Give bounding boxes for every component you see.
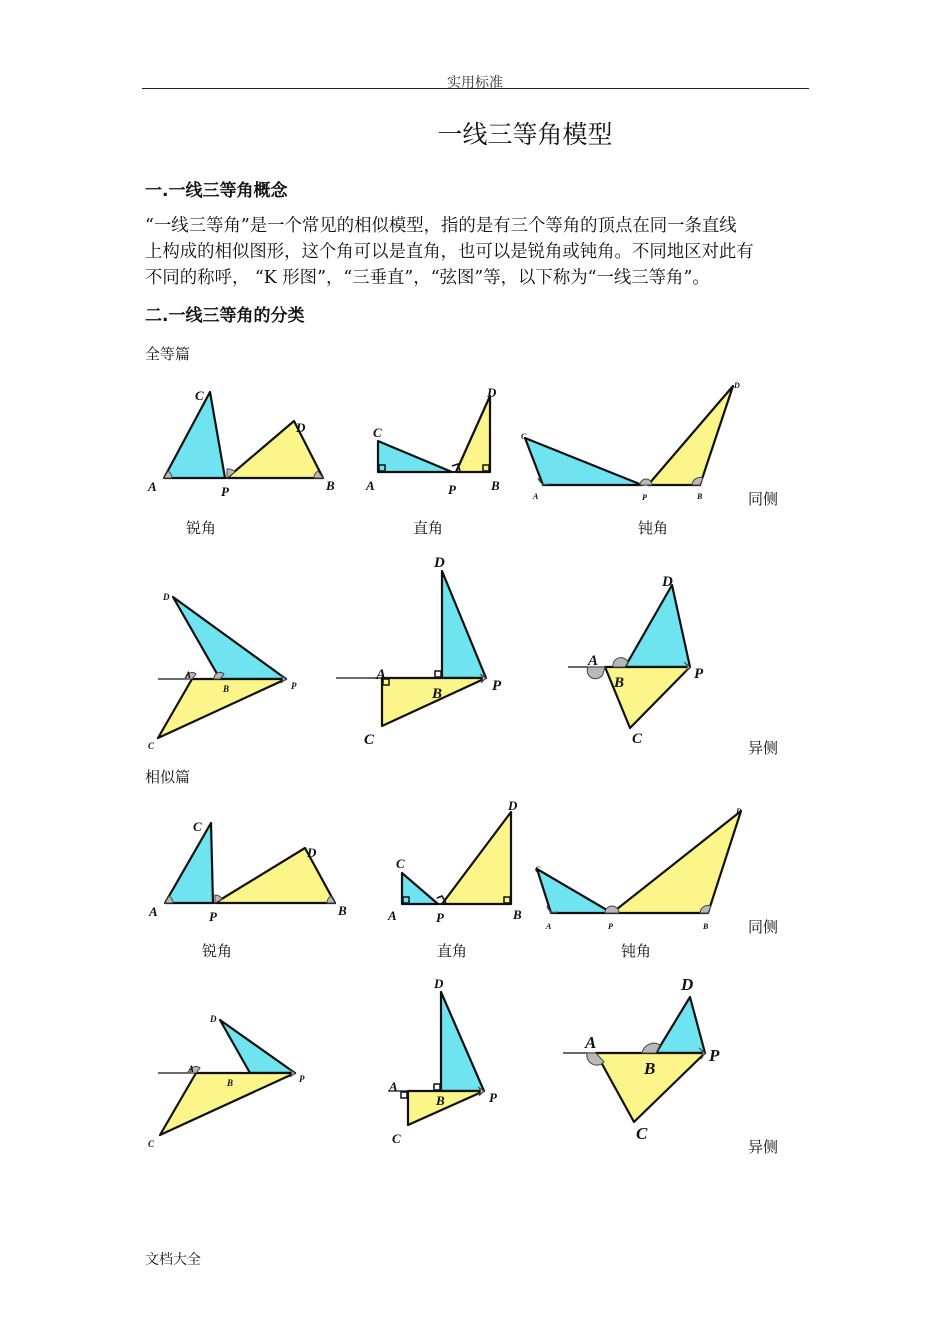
point-label-d: D xyxy=(681,975,694,994)
section-heading-concept: 一.一线三等角概念 xyxy=(145,181,288,201)
point-label-c: C xyxy=(148,1139,155,1149)
point-label-c: C xyxy=(148,741,155,751)
caption-obtuse: 钝角 xyxy=(621,942,652,960)
point-label-b: B xyxy=(227,1078,234,1088)
figure-similar-right xyxy=(387,798,522,925)
point-label-a: A xyxy=(388,908,397,923)
point-label-b: B xyxy=(223,684,230,694)
point-label-a: A xyxy=(149,904,158,919)
caption-right: 直角 xyxy=(437,942,468,960)
figure-congruent-obtuse xyxy=(521,381,740,502)
point-label-c: C xyxy=(636,1124,648,1143)
point-label-p: P xyxy=(489,1090,497,1105)
point-label-c: C xyxy=(535,865,541,874)
caption-obtuse: 钝角 xyxy=(638,519,669,537)
point-label-b: B xyxy=(436,1093,445,1108)
point-label-a: A xyxy=(588,653,599,669)
page-title: 一线三等角模型 xyxy=(437,120,613,149)
point-label-c: C xyxy=(392,1131,401,1146)
point-label-a: A xyxy=(148,479,157,494)
caption-acute: 锐角 xyxy=(186,519,217,537)
figure-congruent-other-side-2 xyxy=(336,555,502,748)
same-side-label: 同侧 xyxy=(748,490,779,508)
caption-right: 直角 xyxy=(413,519,444,537)
other-side-label: 异侧 xyxy=(748,739,779,757)
point-label-b: B xyxy=(326,478,335,493)
figure-similar-acute xyxy=(148,819,347,924)
figure-similar-other-side-1 xyxy=(148,1014,305,1149)
point-label-c: C xyxy=(373,425,382,440)
point-label-p: P xyxy=(436,910,444,925)
figure-congruent-other-side-1 xyxy=(148,592,297,751)
point-label-d: D xyxy=(296,420,306,435)
point-label-c: C xyxy=(632,731,643,747)
point-label-b: B xyxy=(703,922,709,931)
point-label-d: D xyxy=(163,592,170,602)
point-label-a: A xyxy=(376,667,387,683)
point-label-p: P xyxy=(448,482,456,497)
other-side-label: 异侧 xyxy=(748,1138,779,1156)
point-label-a: A xyxy=(533,492,539,501)
section-heading-classification: 二.一线三等角的分类 xyxy=(145,306,305,326)
point-label-b: B xyxy=(697,492,703,501)
page-footer: 文档大全 xyxy=(145,1252,201,1268)
point-label-c: C xyxy=(193,819,202,834)
figure-similar-other-side-3 xyxy=(563,975,720,1143)
page-header: 实用标准 xyxy=(447,75,503,91)
point-label-p: P xyxy=(299,1074,305,1084)
point-label-p: P xyxy=(608,922,613,931)
similar-label: 相似篇 xyxy=(145,768,191,786)
point-label-b: B xyxy=(513,907,522,922)
point-label-b: B xyxy=(491,478,500,493)
point-label-d: D xyxy=(487,385,497,400)
point-label-p: P xyxy=(221,484,229,499)
point-label-p: P xyxy=(209,909,217,924)
figure-congruent-acute xyxy=(147,388,335,499)
figure-similar-other-side-2 xyxy=(388,976,498,1146)
point-label-b: B xyxy=(432,686,443,702)
point-label-a: A xyxy=(585,1033,597,1052)
point-label-b: B xyxy=(338,903,347,918)
point-label-d: D xyxy=(508,798,518,813)
point-label-d: D xyxy=(434,976,444,991)
point-label-b: B xyxy=(644,1059,656,1078)
point-label-p: P xyxy=(709,1046,720,1065)
point-label-b: B xyxy=(614,675,625,691)
caption-acute: 锐角 xyxy=(202,942,233,960)
congruent-label: 全等篇 xyxy=(145,345,191,363)
point-label-c: C xyxy=(396,856,405,871)
point-label-d: D xyxy=(307,845,317,860)
point-label-p: P xyxy=(642,493,647,502)
point-label-a: A xyxy=(366,478,375,493)
point-label-a: A xyxy=(546,922,552,931)
point-label-a: A xyxy=(185,670,192,680)
point-label-c: C xyxy=(364,732,375,748)
paragraph-line: “一线三等角”是一个常见的相似模型，指的是有三个等角的顶点在同一条直线 xyxy=(145,216,737,236)
point-label-d: D xyxy=(210,1014,217,1024)
point-label-c: C xyxy=(521,432,527,441)
point-label-a: A xyxy=(389,1079,398,1094)
point-label-d: D xyxy=(734,381,740,390)
figure-similar-obtuse xyxy=(535,807,742,931)
paragraph-line: 不同的称呼， “K 形图”，“三垂直”，“弦图”等，以下称为“一线三等角”。 xyxy=(145,268,710,288)
same-side-label: 同侧 xyxy=(748,918,779,936)
paragraph-line: 上构成的相似图形，这个角可以是直角，也可以是锐角或钝角。不同地区对此有 xyxy=(145,242,754,262)
figure-congruent-right xyxy=(365,385,500,497)
point-label-a: A xyxy=(188,1064,195,1074)
point-label-p: P xyxy=(291,681,297,691)
point-label-c: C xyxy=(195,388,204,403)
point-label-d: D xyxy=(736,807,742,816)
point-label-d: D xyxy=(662,574,673,590)
point-label-d: D xyxy=(434,555,445,571)
point-label-p: P xyxy=(694,666,704,682)
point-label-p: P xyxy=(492,678,502,694)
figure-congruent-other-side-3 xyxy=(568,574,704,747)
